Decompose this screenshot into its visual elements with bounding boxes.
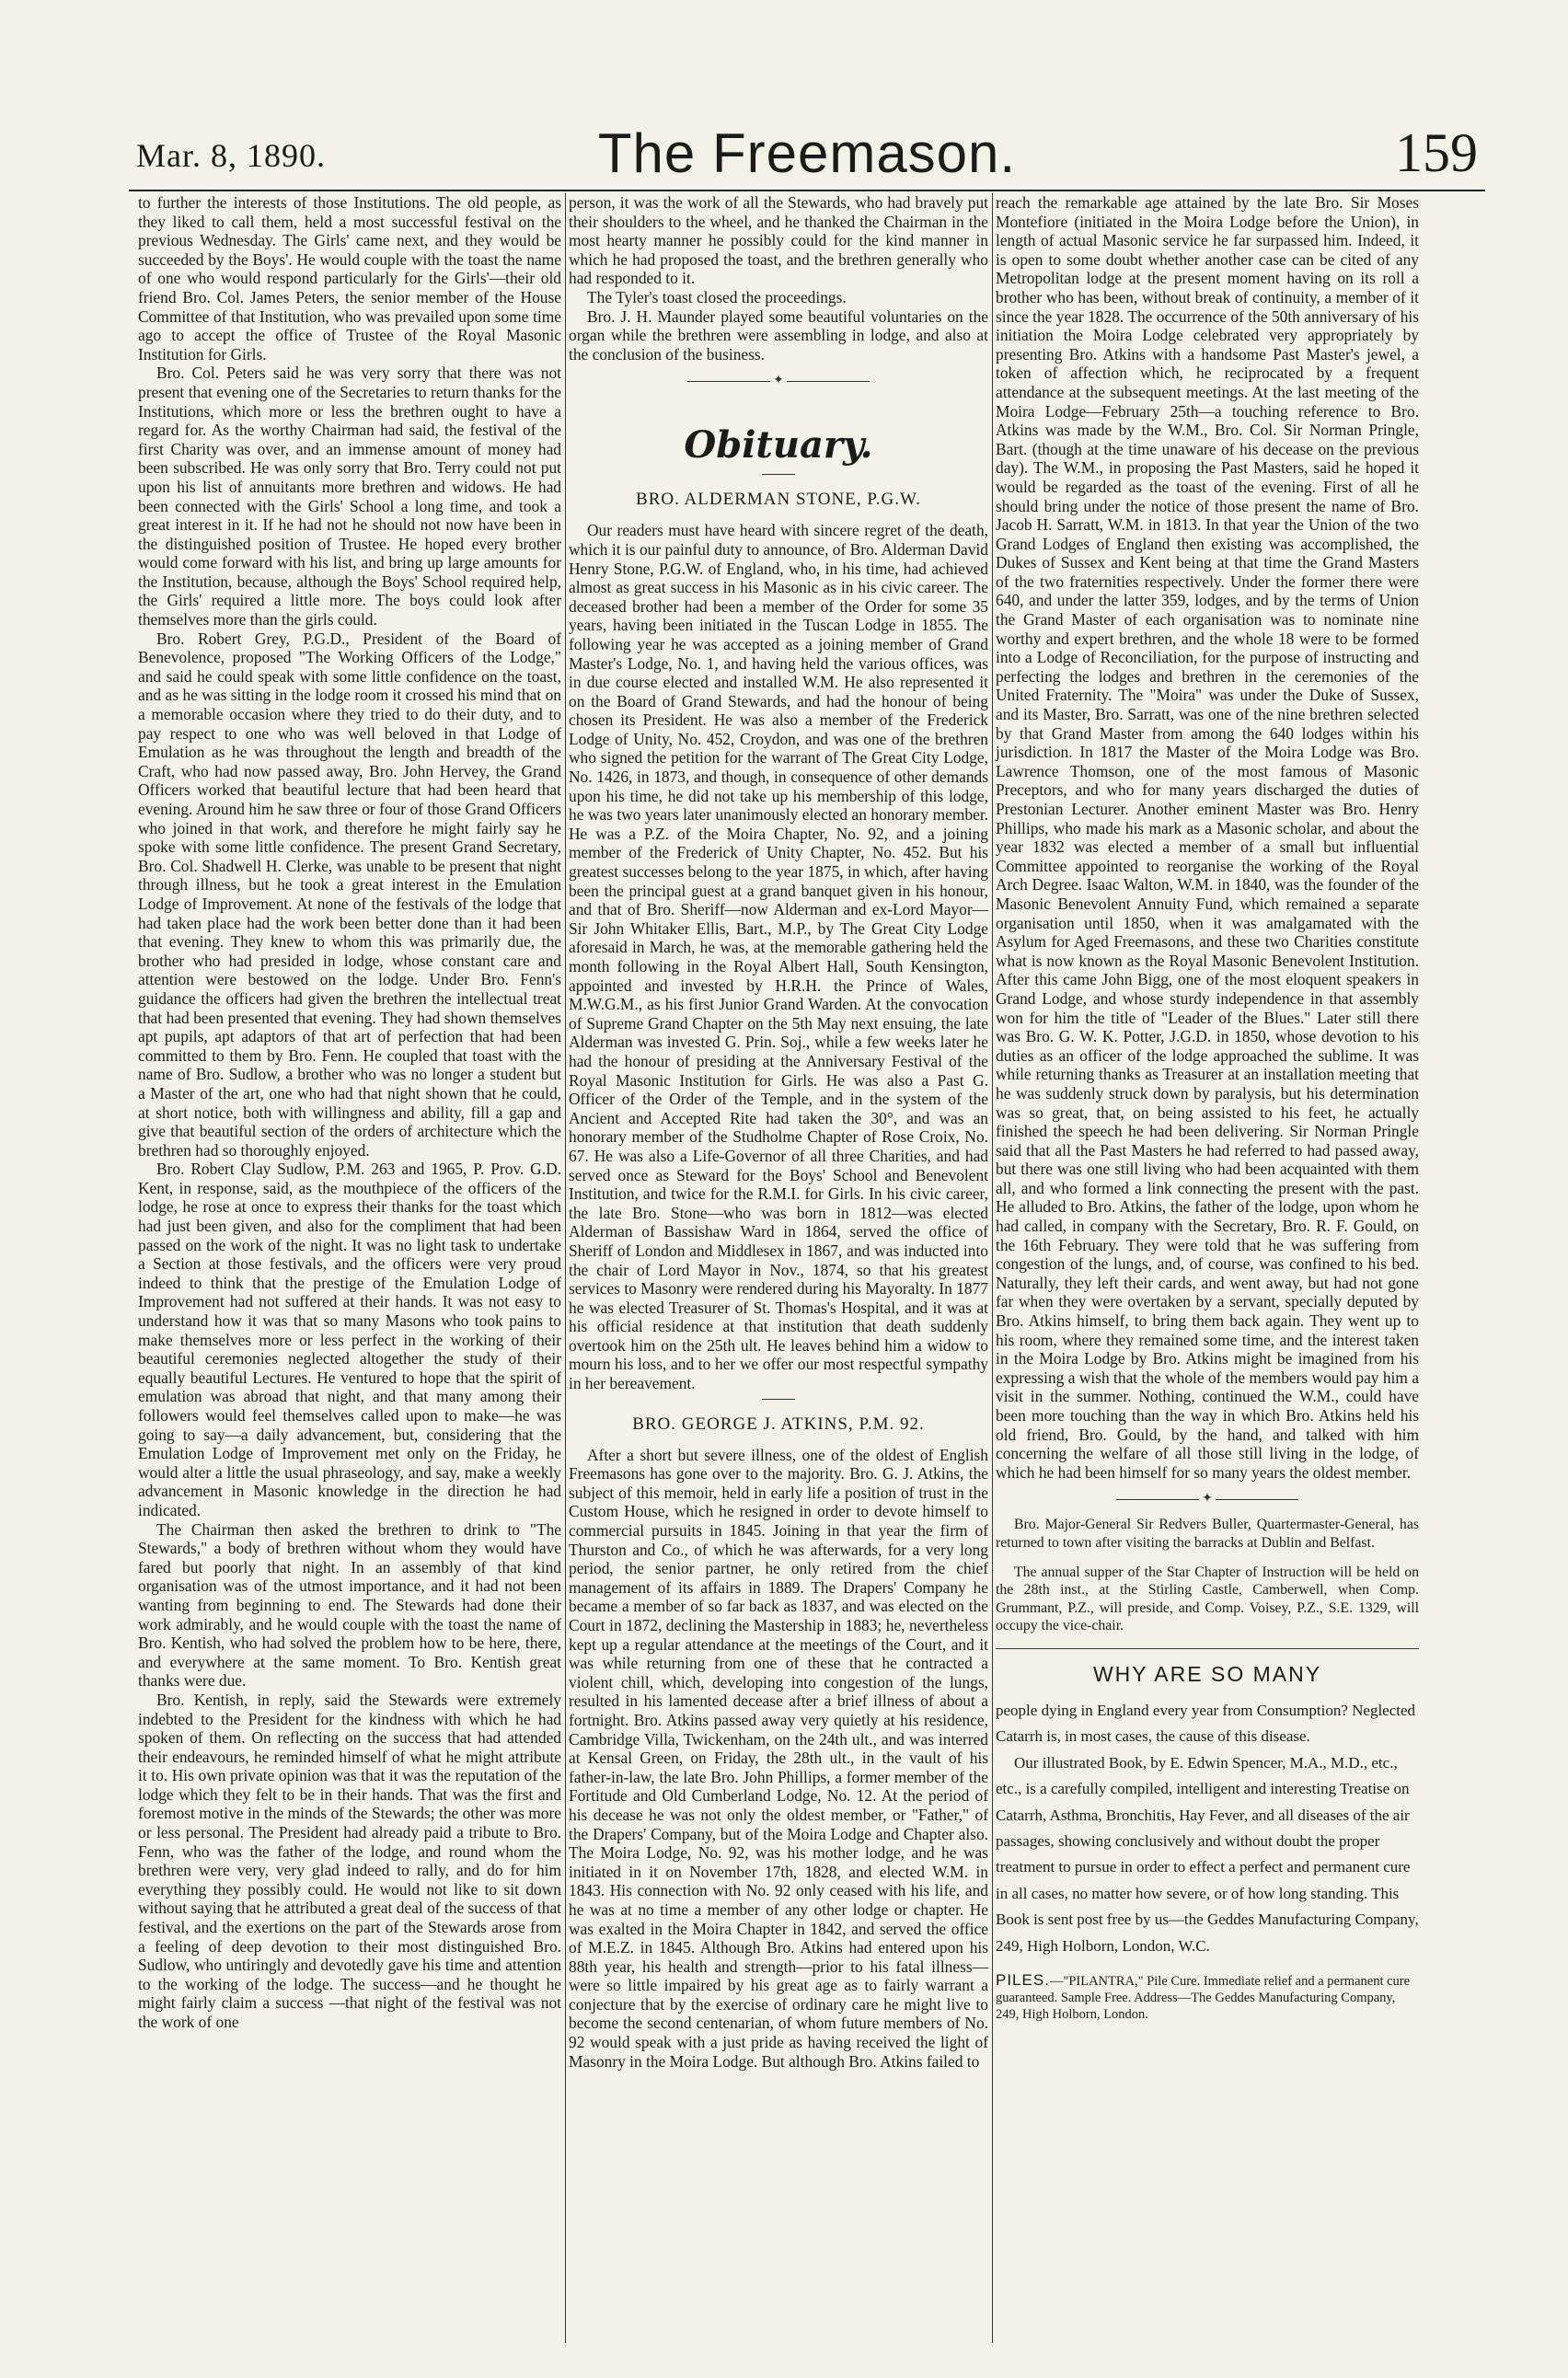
obituary-heading: Obituary. [684, 423, 873, 468]
news-note: Bro. Major-General Sir Redvers Buller, Quartermaster-General, has returned to town after visiting the barracks at Dublin and Belfast. [996, 1517, 1419, 1551]
publication-title: The Freemason. [597, 122, 1017, 184]
piles-text: —"PILANTRA," Pile Cure. Immediate relief and a permanent cure guaranteed. Sample Free. Address—The Geddes Manufacturing Company, 249, High Holborn, London. [996, 1974, 1411, 2022]
header-rule [129, 190, 1485, 191]
column-divider [565, 193, 566, 2343]
divider [762, 1399, 795, 1400]
news-notes [996, 1516, 1419, 1635]
column-1 [138, 193, 561, 2032]
column-3 [996, 193, 1419, 2023]
divider [996, 1648, 1419, 1649]
paragraph: Bro. Robert Clay Sudlow, P.M. 263 and 1965, P. Prov. G.D. Kent, in response, said, as the mouthpiece of the officers of the lodge, he rose at once to express their thanks for the toast which had just been given, and also for the compliment that had been passed on the work of the night. It was no light task to undertake a Section at those festivals, and the officers were very proud indeed to think that the prestige of the Emulation Lodge of Improvement had not suffered at their hands. It was not easy to understand how it was that so many Masons who took pains to make themselves more or less perfect in the working of their beautiful ceremonies neglected altogether the study of their equally beautiful Lectures. He ventured to hope that the spirit of emulation was abroad that night, and that many among their followers would feel themselves called upon to make—he was going to say—a daily advancement, but, considering that the Emulation Lodge of Improvement met only on the Friday, he would alter a little the usual phraseology, and say, make a weekly advancement in Masonic knowledge in the direction he had indicated. [138, 1160, 561, 1519]
obituary-subheading: BRO. ALDERMAN STONE, P.G.W. [636, 490, 921, 510]
advertisement-heading: WHY ARE SO MANY [1092, 1661, 1322, 1686]
section-separator: ✦ [996, 1491, 1419, 1506]
advertisement-text: Our illustrated Book, by E. Edwin Spencer, M.A., M.D., etc., etc., is a carefully compiled, intelligent and interesting Treatise on Catarrh, Asthma, Bronchitis, Hay Fever, and all diseases of the air passages, showing conclusively and without doubt the proper treatment to pursue in order to effect a perfect and permanent cure in all cases, no matter how severe, or of how long standing. This Book is sent post free by us—the Geddes Manufacturing Company, 249, High Holborn, London, W.C. [996, 1753, 1419, 1955]
column-2 [569, 193, 988, 2071]
piles-title: PILES. [996, 1971, 1050, 1989]
issue-date: Mar. 8, 1890. [136, 137, 326, 174]
paragraph: Bro. Kentish, in reply, said the Stewards were extremely indebted to the President for the kindness with which he had spoken of them. On reflecting on the success that had attended their endeavours, he reminded himself of what he might attribute it to. His own private opinion was that it was the reputation of the lodge which they felt to be in their hands. That was the first and foremost motive in the minds of the Stewards; the other was more or less personal. The President had already paid a tribute to Bro. Fenn, who was the father of the lodge, and round whom the brethren were very, very glad indeed to rally, and do for him everything they possibly could. He would not like to sit down without saying that he attributed a great deal of the success of that festival, and the exertions on the part of the Stewards arose from a feeling of deep devotion to their most distinguished Bro. Sudlow, who untiringly and devotedly gave his time and attention to the working of the lodge. The success—and he thought he might fairly claim a success —that night of the festival was not the work of one [138, 1690, 561, 2031]
paragraph: The Chairman then asked the brethren to drink to "The Stewards," a body of brethren without whom they would have fared but poorly that night. In an assembly of that kind organisation was of the utmost importance, and it had not been wanting from beginning to end. The Stewards had done their work admirably, and he would couple with the toast the name of Bro. Kentish, who had solved the problem how to be here, there, and everywhere at the same moment. To Bro. Kentish great thanks were due. [138, 1519, 561, 1691]
divider [762, 474, 795, 475]
section-separator: ✦ [569, 373, 988, 388]
piles-advertisement [996, 1972, 1419, 2023]
column-divider [992, 193, 993, 2343]
paragraph: Bro. Col. Peters said he was very sorry that there was not present that evening one of the Secretaries to return thanks for the Institutions, which more or less the brethren ought to have a regard for. As the worthy Chairman had said, the festival of the first Charity was over, and an immense amount of money had been subscribed. He was only sorry that Bro. Terry could not put upon his list of annuitants more brethren and widows. He had been connected with the Girls' School a long time, and took a great interest in it. If he had not he should not now have been in the distinguished position of Trustee. He hoped every brother would come forward with his list, and bring up large amounts for the Institution, because, although the Boys' School required help, the Girls' required a little more. The boys could look after themselves more than the girls could. [138, 364, 561, 629]
obituary-subheading: BRO. GEORGE J. ATKINS, P.M. 92. [632, 1414, 925, 1434]
paragraph: Bro. Robert Grey, P.G.D., President of the Board of Benevolence, proposed "The Working Officers of the Lodge," and said he could speak with some little confidence on the toast, and as he was sitting in the lodge room it crossed his mind that on a memorable occasion where they tried to do their duty, and to pay respect to one who was well beloved in that Lodge of Emulation as he was throughout the length and breadth of the Craft, who had now passed away, Bro. John Hervey, the Grand Officers worked that beautiful lecture that had been heard that evening. Around him he saw three or four of those Grand Officers who joined in that work, and therefore he might fairly say he spoke with some little confidence. The present Grand Secretary, Bro. Col. Shadwell H. Clerke, was unable to be present that night through illness, but he took a great interest in the Emulation Lodge of Improvement. At none of the festivals of the lodge that had taken place had the work been better done than it had been that evening. They knew to whom this was primarily due, the brother who had presided in lodge, whose constant care and attention were bestowed on the lodge. Under Bro. Fenn's guidance the officers had given the brethren the intellectual treat that had been presented that evening. They had shown themselves apt pupils, apt adaptors of that art of perfection that had been committed to them by Bro. Fenn. He coupled that toast with the name of Bro. Sudlow, a brother who was no longer a student but a Master of the art, one who had that night shown that he could, at short notice, both with willingness and ability, fill a gap and give that beautiful section of the orders of architecture which the brethren had so thoroughly enjoyed. [138, 629, 561, 1160]
paragraph: person, it was the work of all the Stewards, who had bravely put their shoulders to the wheel, and he thanked the Chairman in the most hearty manner he possibly could for the kind manner in which he had proposed the toast, and the brethren generally who had responded to it. [569, 193, 988, 288]
paragraph: reach the remarkable age attained by the late Bro. Sir Moses Montefiore (initiated in the Moira Lodge before the Union), in length of actual Masonic service he far surpassed him. Indeed, it is open to some doubt whether another case can be cited of any Metropolitan lodge at the present moment having on its roll a brother who has been, without break of continuity, a member of it since the year 1828. The occurrence of the 50th anniversary of his initiation the Moira Lodge celebrated very appropriately by presenting Bro. Atkins with a handsome Past Master's jewel, a token of affection which, he reciprocated by a frequent attendance at the subsequent meetings. At the last meeting of the Moira Lodge—February 25th—a touching reference to Bro. Atkins was made by the W.M., Bro. Col. Sir Norman Pringle, Bart. (though at the time unaware of his decease on the previous day). The W.M., in proposing the Past Masters, said he hoped it would be regarded as the toast of the evening. First of all he should bring under the notice of those present the name of Bro. Jacob H. Sarratt, W.M. in 1813. In that year the Union of the two Grand Lodges of England then existing was accomplished, the Dukes of Sussex and Kent being at that time the Grand Masters of the two fraternities respectively. Under the former there were 640, and under the latter 359, lodges, and by the terms of Union the Grand Master of each organisation was to nominate nine worthy and expert brethren, and the whole 18 were to be formed into a Lodge of Reconciliation, for the purpose of instructing and perfecting the lodges and brethren in the ceremonies of the United Fraternity. The "Moira" was under the Duke of Sussex, and its Master, Bro. Sarratt, was one of the nine brethren selected by that Grand Master from among the 640 lodges within his jurisdiction. In 1817 the Master of the Moira Lodge was Bro. Lawrence Thomson, one of the most famous of Masonic Preceptors, and who for many years discharged the duties of Prestonian Lecturer. Another eminent Master was Bro. Henry Phillips, who made his mark as a Masonic scholar, and about the year 1832 was elected a member of a small but influential Committee appointed to reorganise the working of the Royal Arch Degree. Isaac Walton, W.M. in 1840, was the founder of the Masonic Benevolent Annuity Fund, which remained a separate organisation until 1850, when it was amalgamated with the Asylum for Aged Freemasons, and these two Charities constitute what is now known as the Royal Masonic Benevolent Institution. After this came John Bigg, one of the most eloquent speakers in Grand Lodge, and whose sturdy independence in that assembly won for him the title of "Leader of the Blues." Later still there was Bro. G. W. K. Potter, J.G.D. in 1850, whose devotion to his duties as an officer of the lodge approached the sublime. It was while returning thanks as Treasurer at an installation meeting that he was suddenly struck down by paralysis, but his determination was so great, that, on being assisted to his feet, he actually finished the speech he had been delivering. Sir Norman Pringle said that all the Past Masters he had referred to had passed away, but there was one still living who had been acquainted with them all, and who formed a link connecting the present with the past. He alluded to Bro. Atkins, the father of the lodge, upon whom he had called, in company with the Secretary, Bro. R. F. Gould, on the 16th February. They were told that he was suffering from congestion of the lungs, and, of course, was confined to his bed. Naturally, they left their cards, and went away, but had not gone far when they were overtaken by a servant, specially deputed by Bro. Atkins himself, to bring them back again. They went up to his room, where they remained some time, and the interest taken in the Moira Lodge by Bro. Atkins might be imagined from his expressing a wish that the whole of the members would pay him a visit in the summer. Nothing, continued the W.M., could have been more touching than the way in which Bro. Atkins held his old friend, Bro. Gould, by the hand, and talked with him concerning the welfare of all those still living in the lodge, of which he had been himself for so many years the oldest member. [996, 193, 1419, 1482]
paragraph: Our readers must have heard with sincere regret of the death, which it is our painful duty to announce, of Bro. Alderman David Henry Stone, P.G.W. of England, who, in his time, had achieved almost as great success in his Masonic as in his civic career. The deceased brother had been a member of the Order for some 35 years, having been initiated in the Tuscan Lodge in 1855. The following year he was accepted as a joining member of Grand Master's Lodge, No. 1, and having held the various offices, was in due course elected and installed W.M. He also represented it on the Board of Grand Stewards, and had the honour of being chosen its President. He was also a member of the Frederick Lodge of Unity, No. 452, Croydon, and was one of the brethren who signed the petition for the warrant of The Great City Lodge, No. 1426, in 1873, and though, in consequence of other demands upon his time, he did not take up his membership of this lodge, he was two years later unanimously elected an honorary member. He was a P.Z. of the Moira Chapter, No. 92, and a joining member of the Frederick of Unity Chapter, No. 452. But his greatest successes belong to the year 1875, in which, after having been the principal guest at a grand banquet given in his honour, and that of Bro. Sheriff—now Alderman and ex-Lord Mayor—Sir John Whitaker Ellis, Bart., M.P., by The Great City Lodge aforesaid in March, he was, at the memorable gathering held the month following in the Royal Albert Hall, South Kensington, appointed and invested by H.R.H. the Prince of Wales, M.W.G.M., as his first Junior Grand Warden. At the convocation of Supreme Grand Chapter on the 5th May next ensuing, the late Alderman was invested G. Prin. Soj., while a few weeks later he had the honour of presiding at the Anniversary Festival of the Royal Masonic Institution for Girls. He was also a Past G. Officer of the Order of the Temple, and in the system of the Ancient and Accepted Rite had taken the 30°, and was an honorary member of the Studholme Chapter of Rose Croix, No. 67. He was also a Life-Governor of all three Charities, and had served once as Steward for the Boys' School and Benevolent Institution, and twice for the R.M.I. for Girls. In his civic career, the late Bro. Stone—who was born in 1812—was elected Alderman of Bassishaw Ward in 1864, served the office of Sheriff of London and Middlesex in 1867, and was inducted into the chair of Lord Mayor in Nov., 1874, so that his greatest services to Masonry were rendered during his Mayoralty. In 1877 he was elected Treasurer of St. Thomas's Hospital, and it was at his official residence at that institution that death suddenly overtook him on the 25th ult. He leaves behind him a widow to mourn his loss, and to her we offer our most respectful sympathy in her bereavement. [569, 521, 988, 1393]
advertisement-text: people dying in England every year from Consumption? Neglected Catarrh is, in most cases, the cause of this disease. [996, 1701, 1416, 1746]
paragraph: to further the interests of those Institutions. The old people, as they liked to call them, held a most successful festival on the previous Wednesday. The Girls' came next, and they would be succeeded by the Boys'. He would couple with the toast the name of one who would respond particularly for the Girls'—their old friend Bro. Col. James Peters, the senior member of the House Committee of that Institution, who was prevailed upon some time ago to accept the office of Trustee of the Royal Masonic Institution for Girls. [138, 193, 561, 364]
paragraph: The Tyler's toast closed the proceedings. [587, 287, 847, 306]
paragraph: Bro. J. H. Maunder played some beautiful voluntaries on the organ while the brethren were assembling in lodge, and also at the conclusion of the business. [569, 306, 988, 364]
page-number: 159 [1395, 122, 1478, 183]
news-note: The annual supper of the Star Chapter of Instruction will be held on the 28th inst., at the Stirling Castle, Camberwell, when Comp. Grummant, P.Z., will preside, and Comp. Voisey, P.Z., S.E. 1329, will occupy the vice-chair. [996, 1564, 1419, 1634]
page-header [129, 121, 1485, 195]
paragraph: After a short but severe illness, one of the oldest of English Freemasons has gone over to the majority. Bro. G. J. Atkins, the subject of this memoir, held in early life a position of trust in the Custom House, which he resigned in order to devote himself to commercial pursuits in 1845. Joining in that year the firm of Thurston and Co., of which he was afterwards, for a very long period, the senior partner, he only retired from the chief management of its affairs in 1889. The Drapers' Company he became a member of so far back as 1837, and was elected on the Court in 1872, declining the Mastership in 1883; he, nevertheless kept up a regular attendance at the meetings of the Court, and it was while returning from one of these that he contracted a violent chill, which, developing into congestion of the lungs, resulted in his lamented decease after a brief illness of about a fortnight. Bro. Atkins passed away very quietly at his residence, Cambridge Villa, Twickenham, on the 24th ult., and was interred at Kensal Green, on Friday, the 28th ult., in the vault of his father-in-law, the late Bro. John Phillips, a former member of the Fortitude and Old Cumberland Lodge, No. 12. At the period of his decease he was not only the oldest member, or "Father," of the Drapers' Company, but of the Moira Lodge and Chapter also. The Moira Lodge, No. 92, was his mother lodge, and he was initiated in it on November 17th, 1828, and elected W.M. in 1843. His connection with No. 92 only ceased with his life, and he was at no time a member of any other lodge or chapter. He was exalted in the Moira Chapter in 1842, and served the office of M.E.Z. in 1845. Although Bro. Atkins had entered upon his 88th year, his health and strength—prior to his fatal illness—were so little impaired by his great age as to fairly warrant a conjecture that by the exercise of ordinary care he might live to become the second centenarian, of whom future members of No. 92 would speak with a just pride as having received the light of Masonry in the Moira Lodge. But although Bro. Atkins failed to [569, 1445, 988, 2071]
advertisement [996, 1662, 1419, 2023]
